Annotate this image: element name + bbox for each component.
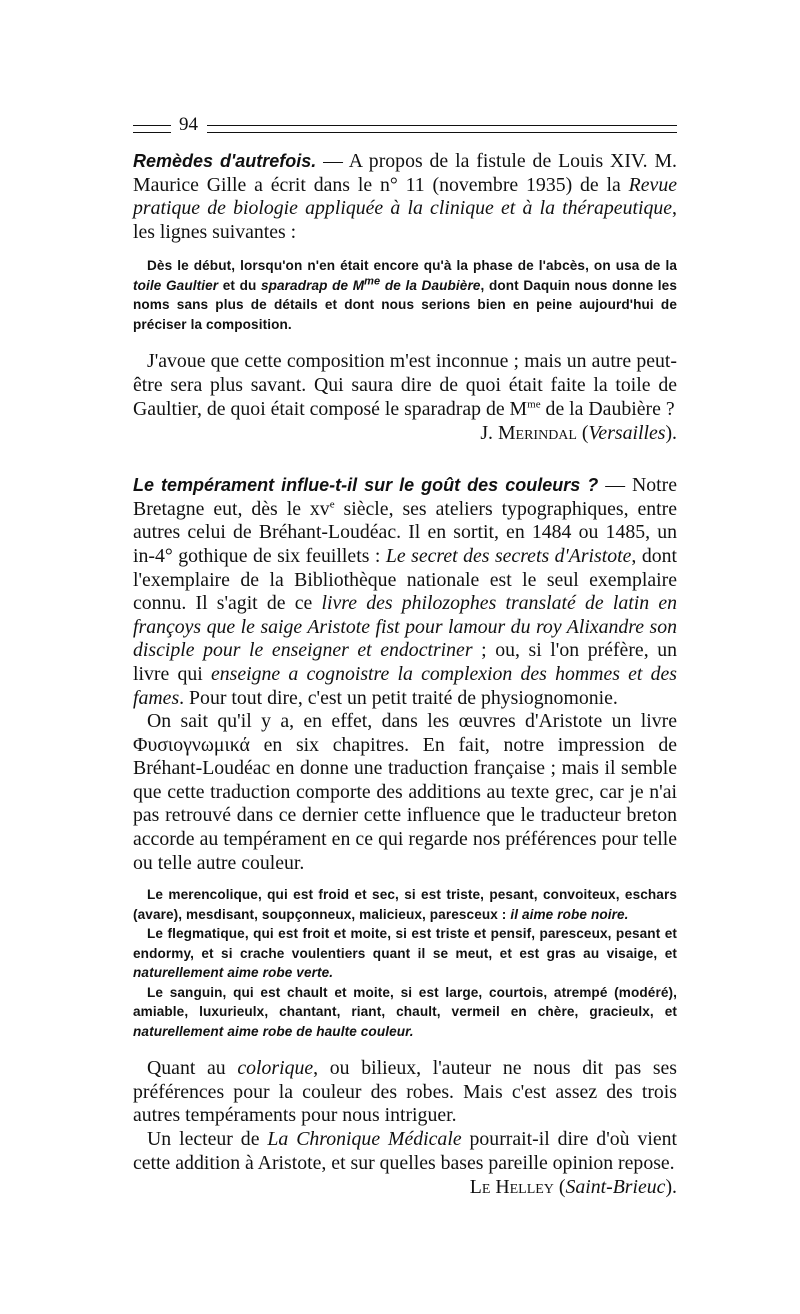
- article2-paragraph-4: Un lecteur de La Chronique Médicale pourrait-il dire d'où vient cette addition à Aristote, et sur quelles bases pareille opinion repose.: [133, 1128, 677, 1174]
- greek-title: Φυσιογνωμικά: [133, 733, 250, 756]
- article2-signature: Le Helley (Saint-Brieuc).: [469, 1176, 677, 1199]
- article2-paragraph-3: Quant au colorique, ou bilieux, l'auteur ne nous dit pas ses préférences pour la couleur des robes. Mais c'est assez des trois autres tempéraments pour nous intriguer.: [133, 1057, 677, 1127]
- page-header: [133, 114, 677, 138]
- signature-name: J. Merindal: [480, 422, 577, 445]
- header-rule-left: [133, 125, 171, 133]
- quote-sanguin: Le sanguin, qui est chault et moite, si est large, courtois, atrempé (modéré), amiable, luxurieulx, chantant, riant, chault, vermeil en chère, gracieulx, et naturellement aime robe de haulte couleur.: [133, 984, 677, 1039]
- article1-paragraph: J'avoue que cette composition m'est inconnue ; mais un autre peut-être sera plus savant. Qui saura dire de quoi était faite la toile de Gaultier, de quoi était composé le sparadrap de $M^{me}$ de la Daubière ?: [133, 350, 677, 420]
- quote-merencolique: Le merencolique, qui est froid et sec, si est triste, pesant, convoiteux, eschars (avare), mesdisant, soupçonneux, malicieux, paresceux : il aime robe noire.: [133, 887, 677, 922]
- article2-intro: Le tempérament influe-t-il sur le goût des couleurs ? — Notre Bretagne eut, dès le $xv^e$ siècle, ses ateliers typographiques, entre autres celui de Bréhant-Loudéac. Il en sortit, en 1484 ou 1485, un in-4° gothique de six feuillets : Le secret des secrets d'Aristote, dont l'exemplaire de la Bibliothèque nationale est le seul exemplaire connu. Il s'agit de ce livre des philozophes translaté de latin en françoys que le saige Aristote fist pour lamour du roy Alixandre son disciple pour le enseigner et endoctriner ; ou, si l'on préfère, un livre qui enseigne a cognoistre la complexion des hommes et des fames. Pour tout dire, c'est un petit traité de physiognomonie.: [133, 474, 677, 709]
- page-body: [133, 150, 677, 1199]
- quote-flegmatique: Le flegmatique, qui est froit et moite, si est triste et pensif, paresceux, pesant et endormy, et si crache voulentiers quant il se meut, et est gras au visaige, et naturellement aime robe verte.: [133, 926, 677, 981]
- signature-place: Saint-Brieuc: [565, 1176, 666, 1199]
- article1-intro: Remèdes d'autrefois. — A propos de la fistule de Louis XIV. M. Maurice Gille a écrit dans le n° 11 (novembre 1935) de la Revue pratique de biologie appliquée à la clinique et à la thérapeutique, les lignes suivantes :: [133, 150, 677, 243]
- article1-quote: Dès le début, lorsqu'on n'en était encore qu'à la phase de l'abcès, on usa de la toile Gaultier et du sparadrap de $M^{me}$ de la Daubière, dont Daquin nous donne les noms sans plus de détails et dont nous serions bien en peine aujourd'hui de préciser la composition.: [133, 258, 678, 332]
- article2-paragraph-2: On sait qu'il y a, en effet, dans les œuvres d'Aristote un livre Φυσιογνωμικά en six chapitres. En fait, notre impression de Bréhant-Loudéac en donne une traduction française ; mais il semble que cette traduction comporte des additions au texte grec, car je n'ai pas retrouvé dans ce dernier cette influence que le traducteur breton accorde au tempérament en ce qui regarde nos préférences pour telle ou telle autre couleur.: [133, 710, 677, 874]
- journal-title: Revue pratique de biologie appliquée à la clinique et à la thérapeutique: [133, 173, 677, 220]
- signature-place: Versailles: [588, 422, 666, 445]
- header-rule-right: [207, 125, 677, 133]
- article2-heading: Le tempérament influe-t-il sur le goût des couleurs ?: [133, 475, 599, 496]
- article2-quotes: [133, 885, 677, 1041]
- signature-name: Le Helley: [469, 1176, 554, 1199]
- article1-signature: J. Merindal (Versailles).: [480, 422, 677, 445]
- page-number: 94: [179, 114, 198, 135]
- article1-heading: Remèdes d'autrefois.: [133, 151, 317, 171]
